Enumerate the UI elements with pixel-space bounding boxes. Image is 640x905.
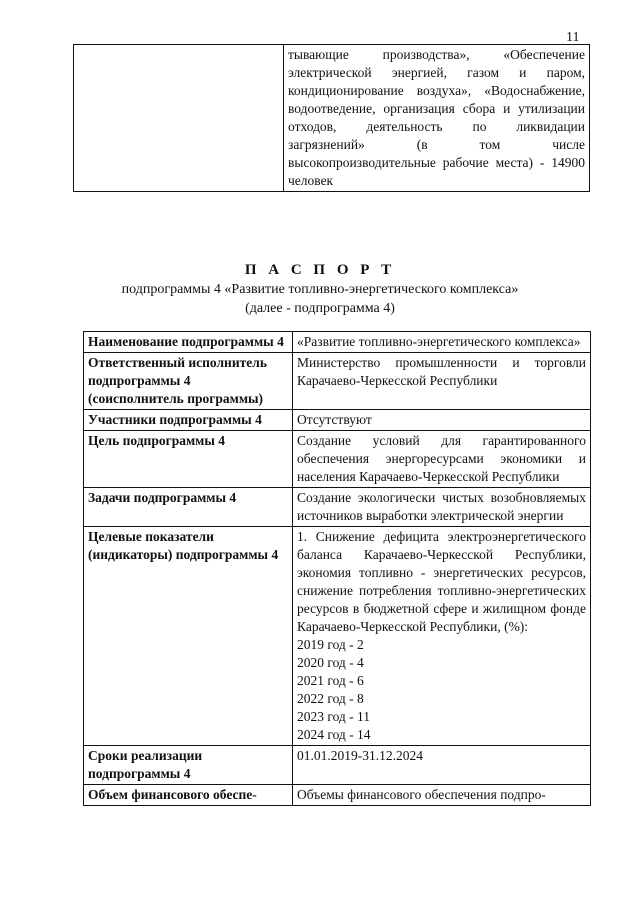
indicator-year: 2024 год - 14	[297, 727, 371, 742]
passport-table	[83, 331, 591, 806]
table-row	[84, 488, 591, 527]
row-value: Создание условий для гарантированного обеспечения энергоресурсами экономики и населения Карачаево-Черкесской Республики	[293, 431, 591, 488]
row-value: Министерство промышленности и торговли Карачаево-Черкесской Республики	[293, 353, 591, 410]
passport-title: П А С П О Р Т	[244, 262, 396, 278]
table-row	[84, 785, 591, 806]
indicator-text: 1. Снижение дефицита электроэнергетического баланса Карачаево-Черкесской Республики, экономия топливно - энергетических ресурсов, снижение потребления топливно-энергетических ресурсов в бюджетной сфере и жилищном фонде Карачаево-Черкесской Республики, (%):	[297, 529, 586, 634]
row-key: Целевые показатели (индикаторы) подпрограммы 4	[84, 527, 293, 746]
table-row	[84, 410, 591, 431]
table-row	[84, 332, 591, 353]
row-key: Сроки реализации подпрограммы 4	[84, 746, 293, 785]
table-row	[84, 746, 591, 785]
passport-heading	[0, 260, 640, 318]
row-value: Создание экологически чистых возобновляемых источников выработки электрической энергии	[293, 488, 591, 527]
row-value: «Развитие топливно-энергетического комплекса»	[293, 332, 591, 353]
indicator-year: 2021 год - 6	[297, 673, 364, 688]
continuation-table	[73, 44, 590, 192]
indicator-year: 2019 год - 2	[297, 637, 364, 652]
table-row	[84, 431, 591, 488]
row-key: Ответственный исполнитель подпрограммы 4 (соисполнитель программы)	[84, 353, 293, 410]
continuation-right-cell: тывающие производства», «Обеспечение электрической энергией, газом и паром, кондиционирование воздуха», «Водоснабжение, водоотведение, организация сбора и утилизации отходов, деятельность по ликвидации загрязнений» (в том числе высокопроизводительные рабочие места) - 14900 человек	[284, 45, 590, 192]
row-key: Цель подпрограммы 4	[84, 431, 293, 488]
page-number: 11	[566, 30, 580, 45]
indicator-year: 2020 год - 4	[297, 655, 364, 670]
indicators-cell	[293, 527, 591, 746]
table-row	[84, 527, 591, 746]
row-key: Объем финансового обеспе-	[84, 785, 293, 806]
continuation-left-cell	[74, 45, 284, 192]
row-key: Наименование подпрограммы 4	[84, 332, 293, 353]
row-key: Задачи подпрограммы 4	[84, 488, 293, 527]
table-row	[74, 45, 590, 192]
row-key: Участники подпрограммы 4	[84, 410, 293, 431]
passport-subtitle: подпрограммы 4 «Развитие топливно-энергетического комплекса»	[121, 282, 519, 297]
table-row	[84, 353, 591, 410]
indicator-year: 2023 год - 11	[297, 709, 371, 724]
row-value: 01.01.2019-31.12.2024	[293, 746, 591, 785]
indicator-year: 2022 год - 8	[297, 691, 364, 706]
passport-subtitle-note: (далее - подпрограмма 4)	[245, 301, 395, 316]
row-value: Объемы финансового обеспечения подпро-	[293, 785, 591, 806]
row-value: Отсутствуют	[293, 410, 591, 431]
